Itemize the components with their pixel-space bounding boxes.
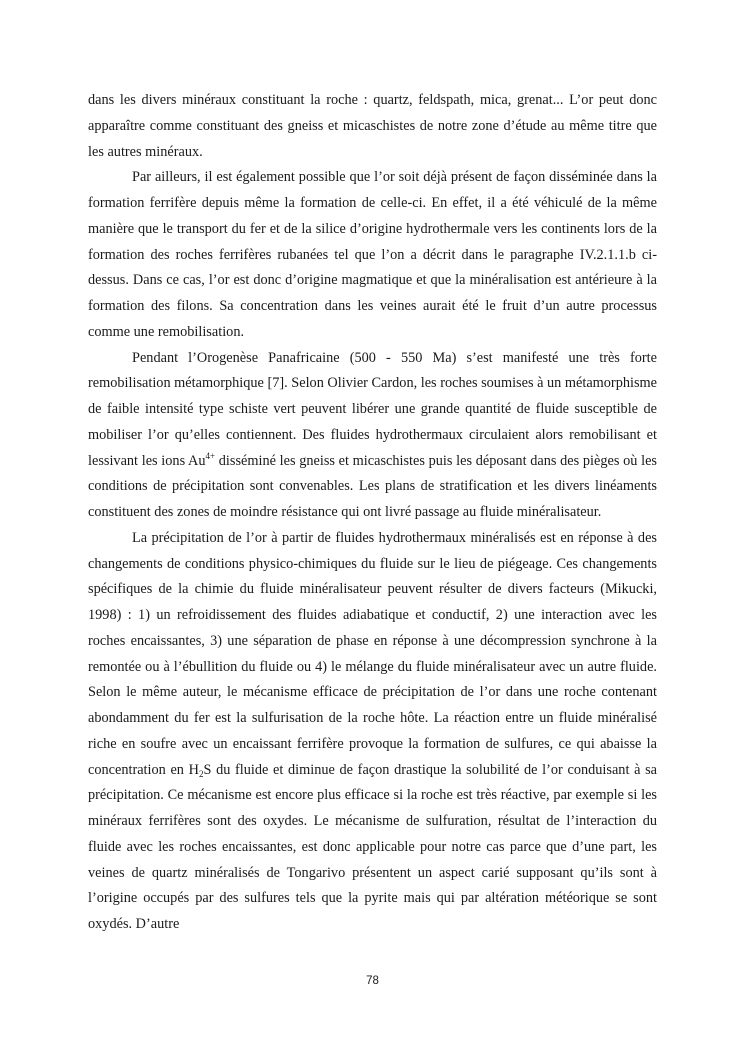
subscript-index: 2	[198, 768, 204, 779]
superscript-charge: 4+	[205, 450, 216, 461]
paragraph-panafrican-orogeny	[88, 346, 657, 526]
paragraph-continuation: dans les divers minéraux constituant la roche : quartz, feldspath, mica, grenat... L’or peut donc apparaître comme constituant des gneiss et micaschistes de notre zone d’étude au même titre que les autres minéraux.	[88, 92, 657, 160]
paragraph-gold-precipitation	[88, 526, 657, 938]
body-text	[88, 88, 657, 938]
paragraph-text: Pendant l’Orogenèse Panafricaine (500 - 550 Ma) s’est manifesté une très forte remobilisation métamorphique [7]. Selon Olivier Cardon, les roches soumises à un métamorphisme de faible intensité type schiste vert peuvent libérer une grande quantité de fluide susceptible de mobiliser l’or qu’elles contiennent. Des fluides hydrothermaux circulaient alors remobilisant et lessivant les ions Au	[88, 349, 657, 469]
paragraph-text: La précipitation de l’or à partir de fluides hydrothermaux minéralisés est en réponse à des changements de conditions physico-chimiques du fluide sur le lieu de piégeage. Ces changements spécifiques de la chimie du fluide minéralisateur peuvent résulter de divers facteurs (Mikucki, 1998) : 1) un refroidissement des fluides adiabatique et conductif, 2) une interaction avec les roches encaissantes, 3) une séparation de phase en réponse à une décompression synchrone à la remontée ou à l’ébullition du fluide ou 4) le mélange du fluide minéralisateur avec un autre fluide. Selon le même auteur, le mécanisme efficace de précipitation de l’or dans une roche contenant abondamment du fer est la sulfurisation de la roche hôte. La réaction entre un fluide minéralisé riche en soufre avec un encaissant ferrifère provoque la formation de sulfures, ce qui abaisse la concentration en H	[88, 529, 657, 778]
page-number: 78	[366, 975, 379, 987]
paragraph-gold-disseminated: Par ailleurs, il est également possible que l’or soit déjà présent de façon disséminée dans la formation ferrifère depuis même la formation de celle-ci. En effet, il a été véhiculé de la même manière que le transport du fer et de la silice d’origine hydrothermale vers les continents lors de la formation des roches ferrifères rubanées tel que l’on a décrit dans le paragraphe IV.2.1.1.b ci-dessus. Dans ce cas, l’or est donc d’origine magmatique et que la minéralisation est antérieure à la formation des filons. Sa concentration dans les veines aurait été le fruit d’un autre processus comme une remobilisation.	[88, 169, 657, 340]
paragraph-text: S du fluide et diminue de façon drastique la solubilité de l’or conduisant à sa précipitation. Ce mécanisme est encore plus efficace si la roche est très réactive, par exemple si les minéraux ferrifères sont des oxydes. Le mécanisme de sulfuration, résultat de l’interaction du fluide avec les roches encaissantes, est donc applicable pour notre cas parce que d’une part, les veines de quartz minéralisés de Tongarivo présentent un aspect carié supposant qu’ils sont à l’origine occupés par des sulfures tels que la pyrite mais qui par altération météorique se sont oxydés. D’autre	[88, 761, 657, 932]
paragraph-text: disséminé les gneiss et micaschistes puis les déposant dans des pièges où les conditions de précipitation sont convenables. Les plans de stratification et les divers linéaments constituent des zones de moindre résistance qui ont livré passage au fluide minéralisateur.	[88, 452, 657, 520]
